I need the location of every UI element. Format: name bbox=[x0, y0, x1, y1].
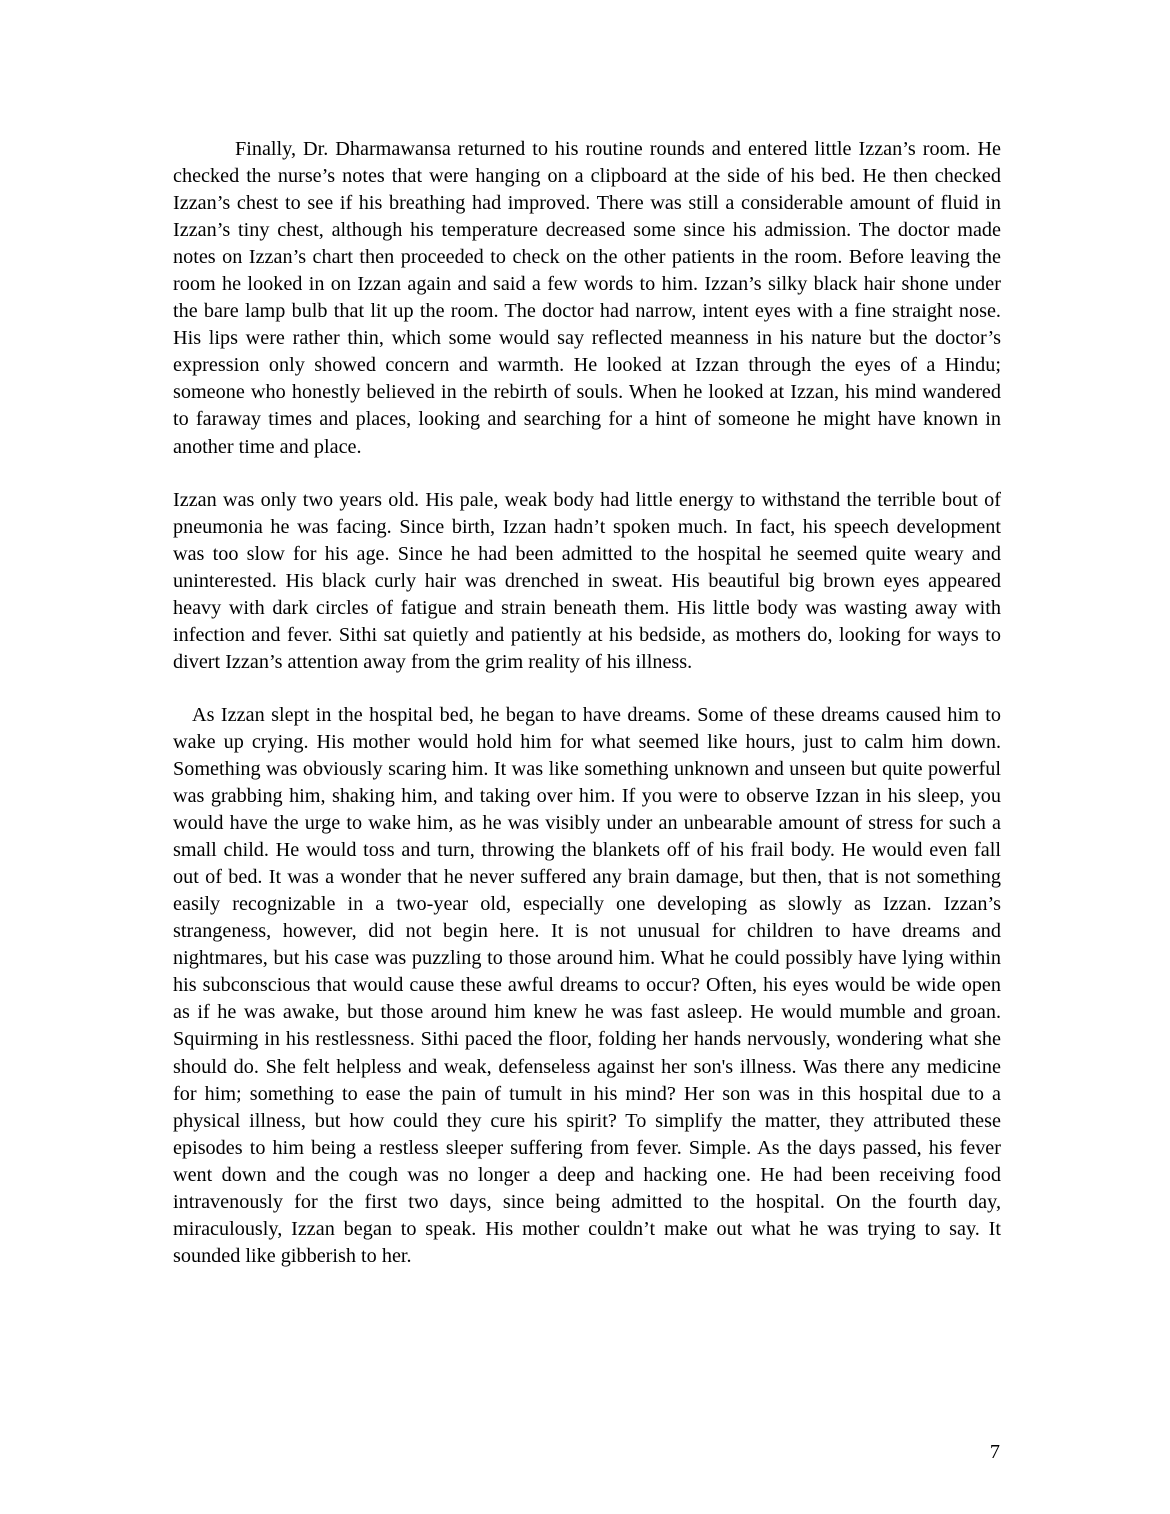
body-paragraph-1: Finally, Dr. Dharmawansa returned to his routine rounds and entered little Izzan’s room. He checked the nurse’s notes that were hanging on a clipboard at the side of his bed. He then checked Izzan’s chest to see if his breathing had improved. There was still a considerable amount of fluid in Izzan’s tiny chest, although his temperature decreased some since his admission. The doctor made notes on Izzan’s chart then proceeded to check on the other patients in the room. Before leaving the room he looked in on Izzan again and said a few words to him. Izzan’s silky black hair shone under the bare lamp bulb that lit up the room. The doctor had narrow, intent eyes with a fine straight nose. His lips were rather thin, which some would say reflected meanness in his nature but the doctor’s expression only showed concern and warmth. He looked at Izzan through the eyes of a Hindu; someone who honestly believed in the rebirth of souls. When he looked at Izzan, his mind wandered to faraway times and places, looking and searching for a hint of someone he might have known in another time and place. bbox=[173, 138, 1001, 458]
page-text-column bbox=[173, 136, 1001, 1270]
body-paragraph-3: As Izzan slept in the hospital bed, he began to have dreams. Some of these dreams caused him to wake up crying. His mother would hold him for what seemed like hours, just to calm him down. Something was obviously scaring him. It was like something unknown and unseen but quite powerful was grabbing him, shaking him, and taking over him. If you were to observe Izzan in his sleep, you would have the urge to wake him, as he was visibly under an unbearable amount of stress for such a small child. He would toss and turn, throwing the blankets off of his frail body. He would even fall out of bed. It was a wonder that he never suffered any brain damage, but then, that is not something easily recognizable in a two-year old, especially one developing as slowly as Izzan. Izzan’s strangeness, however, did not begin here. It is not unusual for children to have dreams and nightmares, but his case was puzzling to those around him. What he could possibly have lying within his subconscious that would cause these awful dreams to occur? Often, his eyes would be wide open as if he was awake, but those around him knew he was fast asleep. He would mumble and groan. Squirming in his restlessness. Sithi paced the floor, folding her hands nervously, wondering what she should do. She felt helpless and weak, defenseless against her son's illness. Was there any medicine for him; something to ease the pain of tumult in his mind? Her son was in this hospital due to a physical illness, but how could they cure his spirit? To simplify the matter, they attributed these episodes to him being a restless sleeper suffering from fever. Simple. As the days passed, his fever went down and the cough was no longer a deep and hacking one. He had been receiving food intravenously for the first two days, since being admitted to the hospital. On the fourth day, miraculously, Izzan began to speak. His mother couldn’t make out what he was trying to say. It sounded like gibberish to her. bbox=[173, 703, 1001, 1267]
page-number: 7 bbox=[989, 1440, 1000, 1463]
body-paragraph-2: Izzan was only two years old. His pale, weak body had little energy to withstand the terrible bout of pneumonia he was facing. Since birth, Izzan hadn’t spoken much. In fact, his speech development was too slow for his age. Since he had been admitted to the hospital he seemed quite weary and uninterested. His black curly hair was drenched in sweat. His beautiful big brown eyes appeared heavy with dark circles of fatigue and strain beneath them. His little body was wasting away with infection and fever. Sithi sat quietly and patiently at his bedside, as mothers do, looking for ways to divert Izzan’s attention away from the grim reality of his illness. bbox=[173, 488, 1001, 673]
